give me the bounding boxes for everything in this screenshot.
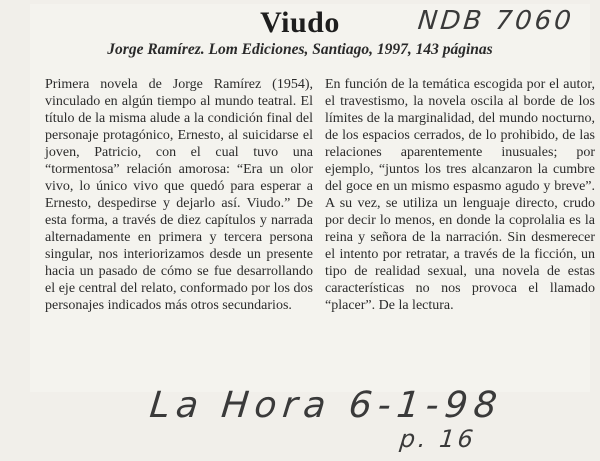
handwritten-source-date: La Hora 6-1-98 [147, 385, 505, 426]
article-title: Viudo [260, 6, 340, 39]
handwritten-catalog-note: NDB 7060 [416, 6, 576, 36]
article-column-left [45, 76, 313, 314]
right-column-text: En función de la temática escogida por el autor, el travestismo, la novela oscila al borde de los límites de la marginalidad, del mundo nocturno, de los espacios cerrados, de lo prohibido, de las relaciones aparentemente inusuales; por ejemplo, “juntos los tres alcanzaron la cumbre del goce en un mismo espasmo agudo y breve”. A su vez, se utiliza un lenguaje directo, crudo por decir lo menos, en donde la coprolalia es la reina y señora de la narración. Sin desmerecer el intento por retratar, a través de la ficción, un tipo de realidad sexual, una novela de estas características no nos provoca el llamado “placer”. De la lectura. [325, 77, 595, 313]
handwritten-page-number: p. 16 [398, 425, 478, 453]
left-column-text: Primera novela de Jorge Ramírez (1954), vinculado en algún tiempo al mundo teatral. El título de la misma alude a la condición final del personaje protagónico, Ernesto, al suicidarse el joven, Patricio, con el cual tuvo una “tormentosa” relación amorosa: “Era un olor vivo, lo único vivo que quedó para esperar a Ernesto, despedirse y dejarlo así. Viudo.” De esta forma, a través de diez capítulos y narrada alternadamente en primera y tercera persona singular, nos interiorizamos desde un presente hacia un pasado de cómo se fue desarrollando el eje central del relato, conformado por los dos personajes indicados más otros secundarios. [45, 77, 313, 313]
article-column-right [325, 76, 595, 314]
article-subtitle: Jorge Ramírez. Lom Ediciones, Santiago, 1997, 143 páginas [107, 41, 493, 58]
